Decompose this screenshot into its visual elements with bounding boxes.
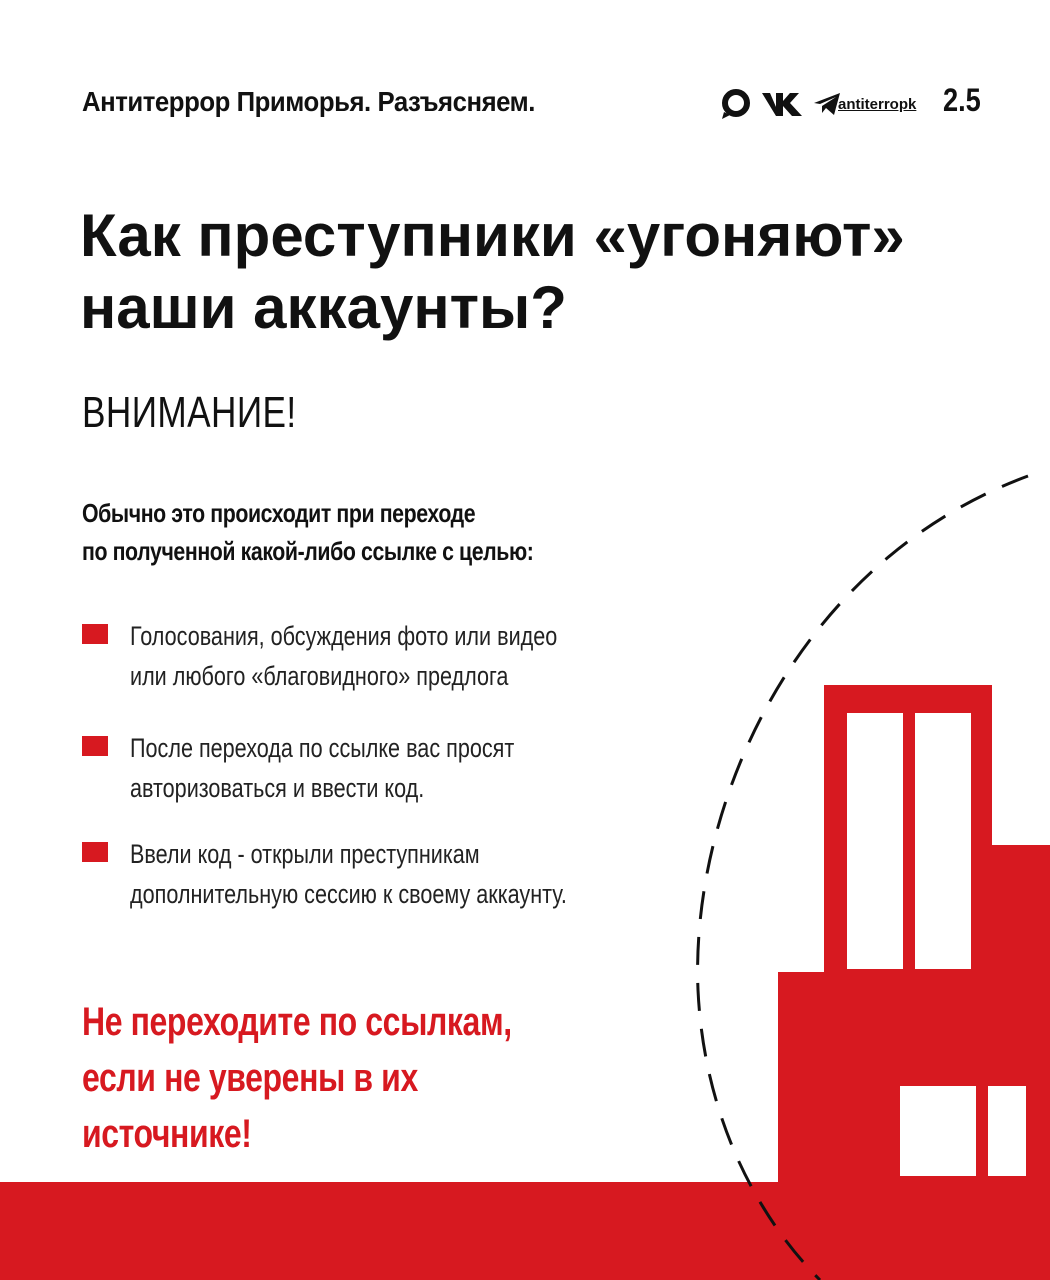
- warning-line: если не уверены в их: [82, 1056, 418, 1100]
- page-title: [80, 200, 1040, 344]
- list-item-text: [130, 834, 567, 914]
- list-item-line: Голосования, обсуждения фото или видео: [130, 621, 558, 651]
- list-item-line: После перехода по ссылке вас просят: [130, 733, 515, 763]
- bullet-square-icon: [82, 842, 108, 862]
- bottom-red-band: [0, 1182, 1050, 1280]
- list-item-line: Ввели код - открыли преступникам: [130, 839, 480, 869]
- warning-line: Не переходите по ссылкам,: [82, 1000, 512, 1044]
- page-title-line: Как преступники «угоняют»: [80, 202, 905, 269]
- list-item-line: или любого «благовидного» предлога: [130, 661, 509, 691]
- attention-heading: ВНИМАНИЕ!: [82, 388, 297, 437]
- page-title-line: наши аккаунты?: [80, 274, 567, 341]
- bullet-square-icon: [82, 624, 108, 644]
- ok-icon[interactable]: [720, 88, 754, 120]
- vk-icon[interactable]: [760, 89, 806, 119]
- list-item-line: дополнительную сессию к своему аккаунту.: [130, 879, 567, 909]
- building-window: [847, 713, 903, 969]
- intro-line: по полученной какой-либо ссылке с целью:: [82, 536, 534, 566]
- warning-text: [82, 994, 512, 1162]
- building-window: [900, 1086, 976, 1176]
- social-handle: antiterropk: [838, 96, 917, 113]
- list-item-line: авторизоваться и ввести код.: [130, 773, 425, 803]
- list-item-text: [130, 616, 557, 696]
- intro-line: Обычно это происходит при переходе: [82, 498, 476, 528]
- page-number: 2.5: [943, 82, 981, 118]
- social-icons: [720, 86, 842, 122]
- intro-text: [82, 494, 541, 570]
- bullet-square-icon: [82, 736, 108, 756]
- building-window: [915, 713, 971, 969]
- building-window: [988, 1086, 1026, 1176]
- series-title: Антитеррор Приморья. Разъясняем.: [82, 86, 535, 117]
- warning-line: источнике!: [82, 1112, 252, 1156]
- building-middle: [992, 845, 1050, 985]
- list-item-text: [130, 728, 514, 808]
